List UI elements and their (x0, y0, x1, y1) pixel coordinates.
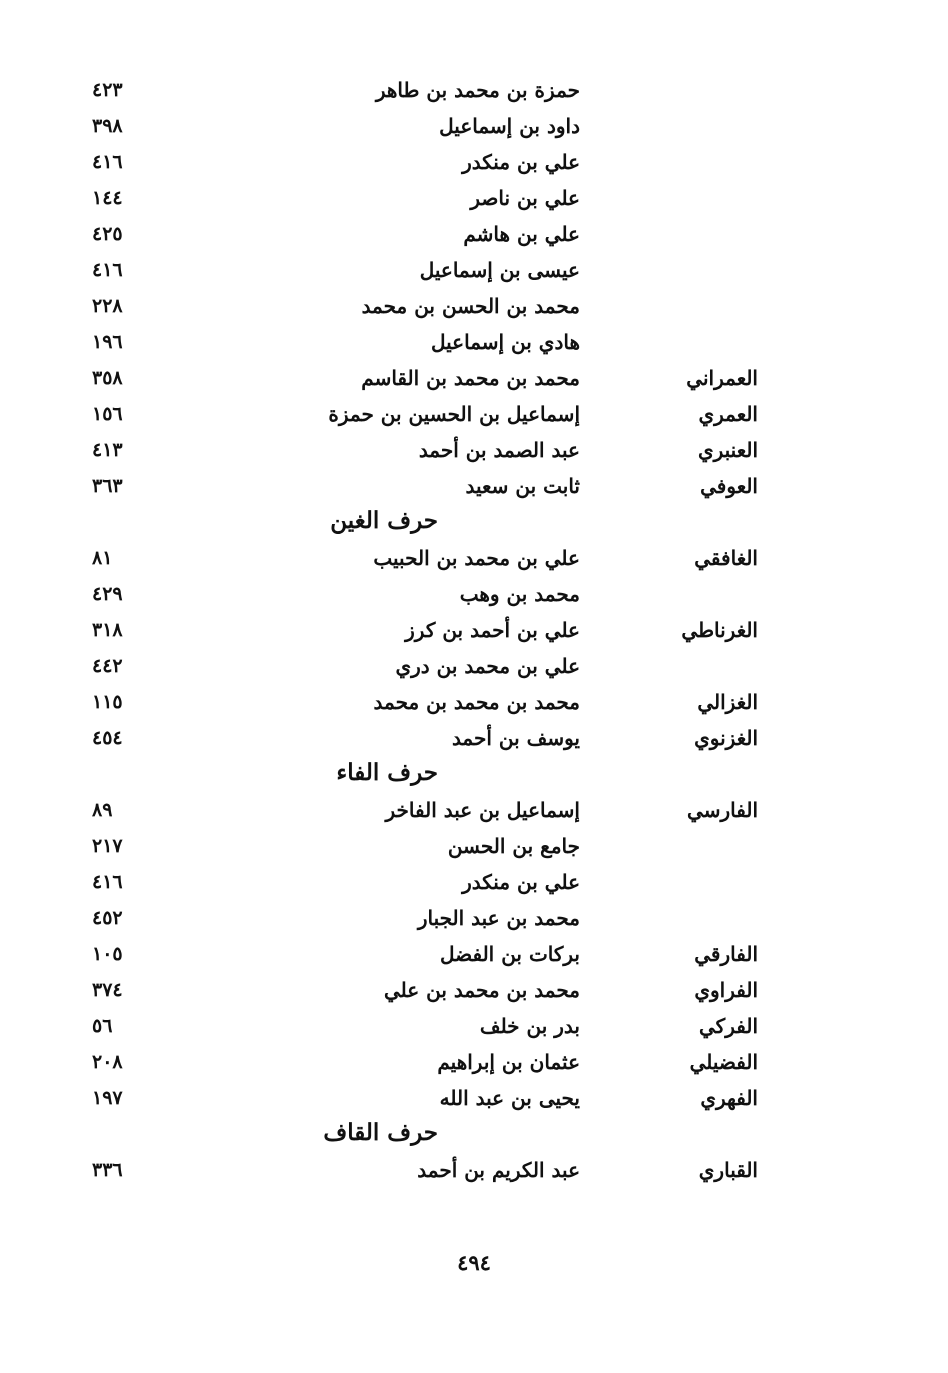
page-number: ٨٩ (92, 799, 113, 821)
person-name: محمد بن محمد بن القاسم (361, 366, 580, 390)
nisba: الفارسي (687, 798, 758, 822)
section-heading-ghain: حرف الغين (330, 507, 438, 534)
page-number: ٣٩٨ (92, 115, 123, 137)
page-number: ٣٧٤ (92, 979, 123, 1001)
index-row (0, 1044, 948, 1080)
index-row (0, 144, 948, 180)
page-number: ٤٥٤ (92, 727, 123, 749)
nisba: الغافقي (694, 546, 758, 570)
index-row (0, 576, 948, 612)
page-number: ٤١٦ (92, 259, 123, 281)
person-name: حمزة بن محمد بن طاهر (375, 78, 580, 102)
index-row (0, 900, 948, 936)
index-row (0, 468, 948, 504)
nisba: الفركي (699, 1014, 758, 1038)
page-number: ٤١٣ (92, 439, 123, 461)
nisba: العمراني (686, 366, 758, 390)
person-name: عبد الكريم بن أحمد (417, 1158, 580, 1182)
person-name: إسماعيل بن الحسين بن حمزة (328, 402, 580, 426)
person-name: عبد الصمد بن أحمد (418, 438, 580, 462)
person-name: محمد بن محمد بن علي (383, 978, 580, 1002)
page-number: ٢٠٨ (92, 1051, 123, 1073)
page-number: ٣٥٨ (92, 367, 123, 389)
index-row (0, 324, 948, 360)
page-number: ٤١٦ (92, 151, 123, 173)
index-row (0, 972, 948, 1008)
index-row (0, 288, 948, 324)
person-name: ثابت بن سعيد (465, 474, 580, 498)
nisba: الفراوي (694, 978, 758, 1002)
page-number: ٣١٨ (92, 619, 123, 641)
index-row (0, 432, 948, 468)
person-name: علي بن محمد بن دري (395, 654, 580, 678)
person-name: محمد بن محمد بن محمد (373, 690, 580, 714)
index-row (0, 216, 948, 252)
index-row (0, 684, 948, 720)
page-number: ١٩٧ (92, 1087, 123, 1109)
page-number: ٨١ (92, 547, 113, 569)
person-name: بدر بن خلف (479, 1014, 580, 1038)
page-number: ١٩٦ (92, 331, 123, 353)
person-name: بركات بن الفضل (439, 942, 580, 966)
person-name: يحيى بن عبد الله (439, 1086, 580, 1110)
index-row (0, 612, 948, 648)
person-name: عيسى بن إسماعيل (419, 258, 580, 282)
index-row (0, 180, 948, 216)
page-number: ١٥٦ (92, 403, 123, 425)
person-name: هادي بن إسماعيل (430, 330, 580, 354)
person-name: عثمان بن إبراهيم (437, 1050, 580, 1074)
index-row (0, 108, 948, 144)
person-name: علي بن هاشم (463, 222, 580, 246)
nisba: العوفي (700, 474, 758, 498)
person-name: علي بن ناصر (470, 186, 580, 210)
folio-page-number: ٤٩٤ (457, 1250, 491, 1275)
nisba: الغزنوي (694, 726, 758, 750)
index-row (0, 1080, 948, 1116)
nisba: الفارقي (694, 942, 758, 966)
index-list (0, 72, 948, 1188)
index-row (0, 360, 948, 396)
index-row (0, 720, 948, 756)
nisba: القباري (698, 1158, 758, 1182)
index-row (0, 252, 948, 288)
page-number: ٤٢٣ (92, 79, 123, 101)
nisba: العنبري (697, 438, 758, 462)
page-number: ٥٦ (92, 1015, 113, 1037)
person-name: جامع بن الحسن (447, 834, 580, 858)
index-row (0, 828, 948, 864)
page-number: ٣٣٦ (92, 1159, 123, 1181)
index-row (0, 396, 948, 432)
person-name: علي بن أحمد بن كرز (405, 618, 580, 642)
index-row (0, 72, 948, 108)
page-number: ١١٥ (92, 691, 123, 713)
nisba: الفضيلي (689, 1050, 758, 1074)
section-heading-qaf: حرف القاف (323, 1119, 438, 1146)
section-heading-fa: حرف الفاء (336, 759, 438, 786)
page-number: ١٤٤ (92, 187, 123, 209)
index-row (0, 936, 948, 972)
section-heading-row (0, 504, 948, 540)
page-number: ١٠٥ (92, 943, 123, 965)
section-heading-row (0, 756, 948, 792)
page-number: ٤٢٥ (92, 223, 123, 245)
person-name: داود بن إسماعيل (439, 114, 580, 138)
person-name: محمد بن الحسن بن محمد (361, 294, 580, 318)
person-name: علي بن منكدر (462, 150, 580, 174)
index-row (0, 792, 948, 828)
person-name: محمد بن وهب (459, 582, 580, 606)
index-row (0, 864, 948, 900)
page-number: ٤٢٩ (92, 583, 123, 605)
index-row (0, 1008, 948, 1044)
person-name: يوسف بن أحمد (451, 726, 580, 750)
page-number: ٢١٧ (92, 835, 123, 857)
person-name: محمد بن عبد الجبار (417, 906, 580, 930)
section-heading-row (0, 1116, 948, 1152)
page-number: ٢٢٨ (92, 295, 123, 317)
nisba: الغرناطي (681, 618, 758, 642)
page-number: ٤١٦ (92, 871, 123, 893)
person-name: علي بن منكدر (462, 870, 580, 894)
nisba: العمري (698, 402, 758, 426)
index-row (0, 540, 948, 576)
person-name: إسماعيل بن عبد الفاخر (385, 798, 580, 822)
page-number: ٣٦٣ (92, 475, 123, 497)
page-number: ٤٥٢ (92, 907, 123, 929)
person-name: علي بن محمد بن الحبيب (373, 546, 580, 570)
index-row (0, 648, 948, 684)
index-row (0, 1152, 948, 1188)
nisba: الغزالي (697, 690, 758, 714)
nisba: الفهري (700, 1086, 758, 1110)
page-number: ٤٤٢ (92, 655, 123, 677)
